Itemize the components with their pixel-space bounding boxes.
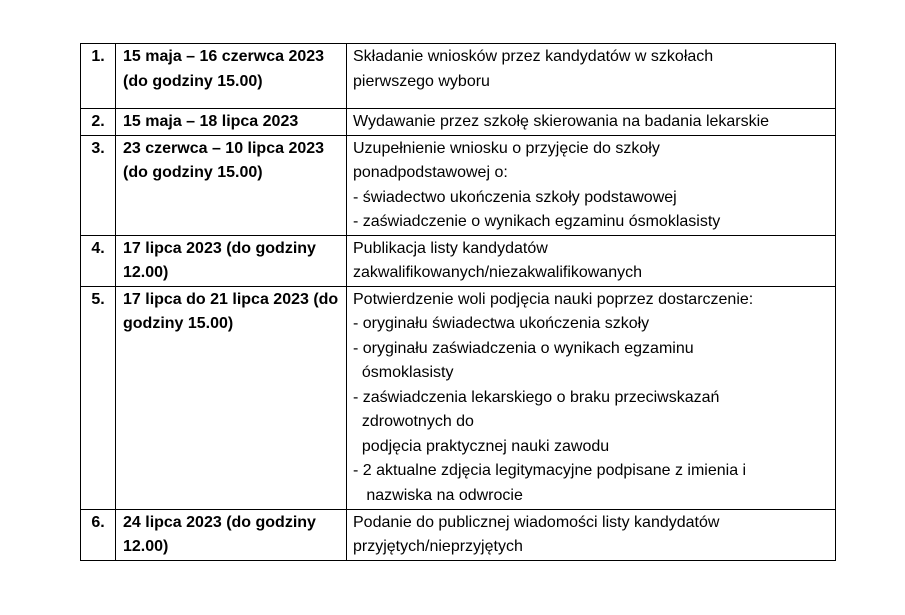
description-line: przyjętych/nieprzyjętych — [353, 538, 523, 555]
description-cell — [347, 109, 836, 136]
description-cell — [347, 235, 836, 286]
table-row — [81, 109, 836, 136]
table-row — [81, 509, 836, 560]
date-text: 24 lipca 2023 (do godziny 12.00) — [123, 513, 316, 555]
date-cell — [116, 135, 347, 235]
description-line: - zaświadczenie o wynikach egzaminu ósmoklasisty — [353, 213, 721, 230]
description-line: Wydawanie przez szkołę skierowania na badania lekarskie — [353, 113, 770, 130]
row-number-cell — [81, 44, 116, 109]
table-row — [81, 235, 836, 286]
description-line: Podanie do publicznej wiadomości listy kandydatów — [353, 513, 720, 531]
date-cell — [116, 286, 347, 509]
row-number-cell — [81, 109, 116, 136]
description-line: - oryginału zaświadczenia o wynikach egzaminu — [353, 339, 694, 357]
date-cell — [116, 509, 347, 560]
row-number: 3. — [91, 139, 105, 157]
row-number-cell — [81, 286, 116, 509]
description-cell — [347, 135, 836, 235]
date-text: 15 maja – 18 lipca 2023 — [123, 113, 299, 130]
row-number: 6. — [91, 513, 105, 531]
row-number: 1. — [91, 48, 105, 65]
recruitment-schedule-table — [80, 43, 836, 561]
description-cell — [347, 509, 836, 560]
table-row — [81, 286, 836, 509]
date-text: 17 lipca 2023 (do godziny 12.00) — [123, 239, 316, 281]
row-number-cell — [81, 235, 116, 286]
description-cell — [347, 286, 836, 509]
description-line: - oryginału świadectwa ukończenia szkoły — [353, 315, 650, 332]
row-number-cell — [81, 509, 116, 560]
description-line: nazwiska na odwrocie — [353, 486, 523, 504]
description-line: podjęcia praktycznej nauki zawodu — [353, 437, 610, 455]
description-cell — [347, 44, 836, 109]
date-text: 15 maja – 16 czerwca 2023 (do godziny 15.00) — [123, 48, 325, 90]
description-line: Publikacja listy kandydatów — [353, 239, 548, 257]
description-line: zdrowotnych do — [353, 413, 474, 430]
date-cell — [116, 109, 347, 136]
description-line: ponadpodstawowej o: — [353, 164, 508, 181]
date-cell — [116, 235, 347, 286]
description-line: pierwszego wyboru — [353, 72, 490, 90]
description-line: zakwalifikowanych/niezakwalifikowanych — [353, 264, 643, 281]
description-line: Składanie wniosków przez kandydatów w szkołach — [353, 48, 714, 65]
description-line: - zaświadczenia lekarskiego o braku przeciwskazań — [353, 388, 720, 406]
row-number: 5. — [91, 290, 105, 308]
description-line: Potwierdzenie woli podjęcia nauki poprzez dostarczenie: — [353, 290, 754, 308]
description-line: - świadectwo ukończenia szkoły podstawowej — [353, 188, 677, 206]
row-number: 4. — [91, 239, 105, 257]
description-line: Uzupełnienie wniosku o przyjęcie do szkoły — [353, 139, 660, 157]
date-text: 17 lipca do 21 lipca 2023 (do godziny 15.00) — [123, 290, 339, 332]
table-row — [81, 135, 836, 235]
description-line: ósmoklasisty — [353, 364, 454, 381]
row-number: 2. — [91, 113, 105, 130]
date-cell — [116, 44, 347, 109]
date-text: 23 czerwca – 10 lipca 2023 (do godziny 15.00) — [123, 139, 325, 181]
table-row — [81, 44, 836, 109]
description-line: - 2 aktualne zdjęcia legitymacyjne podpisane z imienia i — [353, 462, 747, 479]
row-number-cell — [81, 135, 116, 235]
